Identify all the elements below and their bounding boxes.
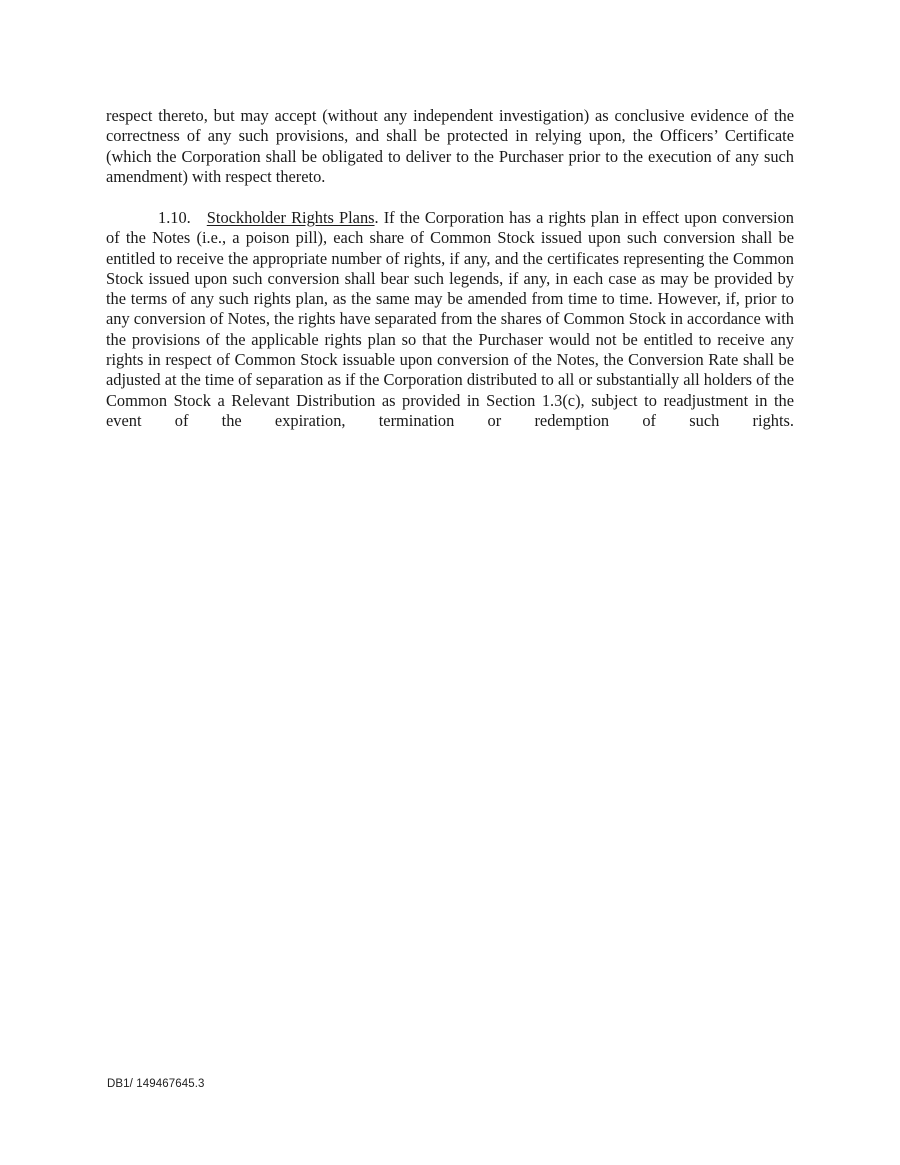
section-body: If the Corporation has a rights plan in effect upon conversion of the Notes (i.e., a poison pill), each share of Common Stock issued upon such conversion shall be entitled to receive the appropriate number of rights, if any, and the certificates representing the Common Stock issued upon such conversion shall bear such legends, if any, in each case as may be provided by the terms of any such rights plan, as the same may be amended from time to time. However, if, prior to any conversion of Notes, the rights have separated from the shares of Common Stock in accordance with the provisions of the applicable rights plan so that the Purchaser would not be entitled to receive any rights in respect of Common Stock issuable upon conversion of the Notes, the Conversion Rate shall be adjusted at the time of separation as if the Corporation distributed to all or substantially all holders of the Common Stock a Relevant Distribution as provided in Section 1.3(c), subject to readjustment in the event of the expiration, termination or redemption of such rights.	[106, 208, 794, 430]
section-heading-period: .	[374, 208, 379, 227]
section-1-10-paragraph	[106, 208, 794, 431]
section-number: 1.10.	[158, 208, 191, 227]
paragraph-continuation: respect thereto, but may accept (without any independent investigation) as conclusive evidence of the correctness of any such provisions, and shall be protected in relying upon, the Officers’ Certificate (which the Corporation shall be obligated to deliver to the Purchaser prior to the execution of any such amendment) with respect thereto.	[106, 106, 794, 186]
document-id-footer: DB1/ 149467645.3	[107, 1078, 205, 1090]
section-heading: Stockholder Rights Plans	[206, 208, 375, 227]
